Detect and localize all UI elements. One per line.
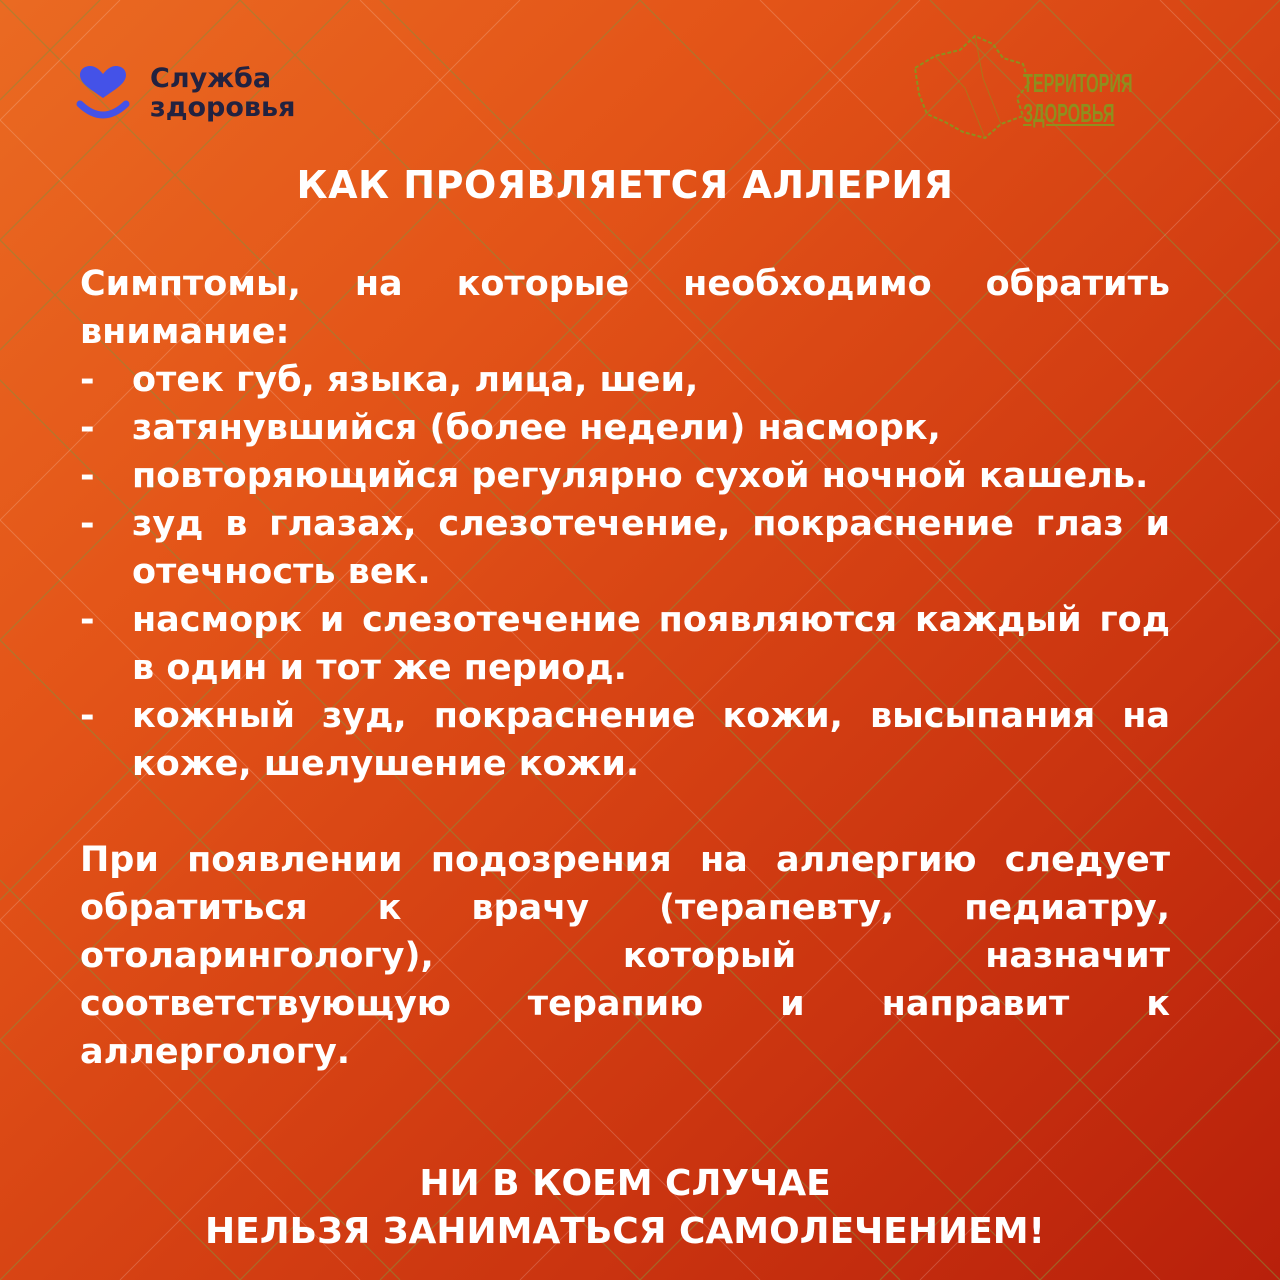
- sluzhba-zdorovya-logo: [74, 62, 334, 134]
- bullet-dash: -: [80, 456, 95, 496]
- bullet-dash: -: [80, 408, 95, 448]
- logo-left-line2: здоровья: [150, 92, 296, 123]
- bullet-dash: -: [80, 504, 95, 544]
- heart-smile-icon: [74, 64, 132, 126]
- symptom-text: отек губ, языка, лица, шеи,: [132, 360, 699, 400]
- warning-line2: НЕЛЬЗЯ ЗАНИМАТЬСЯ САМОЛЕЧЕНИЕМ!: [205, 1211, 1045, 1252]
- list-item: [80, 692, 1170, 788]
- list-item: [80, 356, 1170, 404]
- symptom-text: затянувшийся (более недели) насморк,: [132, 408, 941, 448]
- list-item: [80, 500, 1170, 596]
- logo-right-line2: ЗДОРОВЬЯ: [1023, 98, 1115, 128]
- logo-right-line1: ТЕРРИТОРИЯ: [1023, 68, 1133, 98]
- logo-left-text: [150, 64, 295, 122]
- logo-left-line1: Служба: [150, 63, 272, 94]
- main-content: [80, 260, 1170, 1076]
- list-item: [80, 404, 1170, 452]
- symptom-text: насморк и слезотечение появляются каждый год в один и тот же период.: [132, 600, 1170, 688]
- advice-text: При появлении подозрения на аллергию следует обратиться к врачу (терапевту, педиатру, отоларингологу), который назначит соответствующую терапию и направит к аллергологу.: [80, 840, 1170, 1072]
- warning-line1: НИ В КОЕМ СЛУЧАЕ: [419, 1163, 831, 1204]
- page-title: КАК ПРОЯВЛЯЕТСЯ АЛЛЕРИЯ: [296, 163, 954, 207]
- logo-right-text: [1023, 68, 1133, 128]
- symptom-text: кожный зуд, покраснение кожи, высыпания на коже, шелушение кожи.: [132, 696, 1170, 784]
- bullet-dash: -: [80, 600, 95, 640]
- bullet-dash: -: [80, 360, 95, 400]
- warning-footer: [0, 1160, 1250, 1256]
- list-item: [80, 452, 1170, 500]
- bullet-dash: -: [80, 696, 95, 736]
- symptom-text: зуд в глазах, слезотечение, покраснение глаз и отечность век.: [132, 504, 1170, 592]
- symptom-text: повторяющийся регулярно сухой ночной кашель.: [132, 456, 1149, 496]
- intro-text: Симптомы, на которые необходимо обратить внимание:: [80, 264, 1170, 352]
- symptoms-list: [80, 356, 1170, 788]
- list-item: [80, 596, 1170, 692]
- territoriya-zdorovya-logo: [905, 28, 1170, 148]
